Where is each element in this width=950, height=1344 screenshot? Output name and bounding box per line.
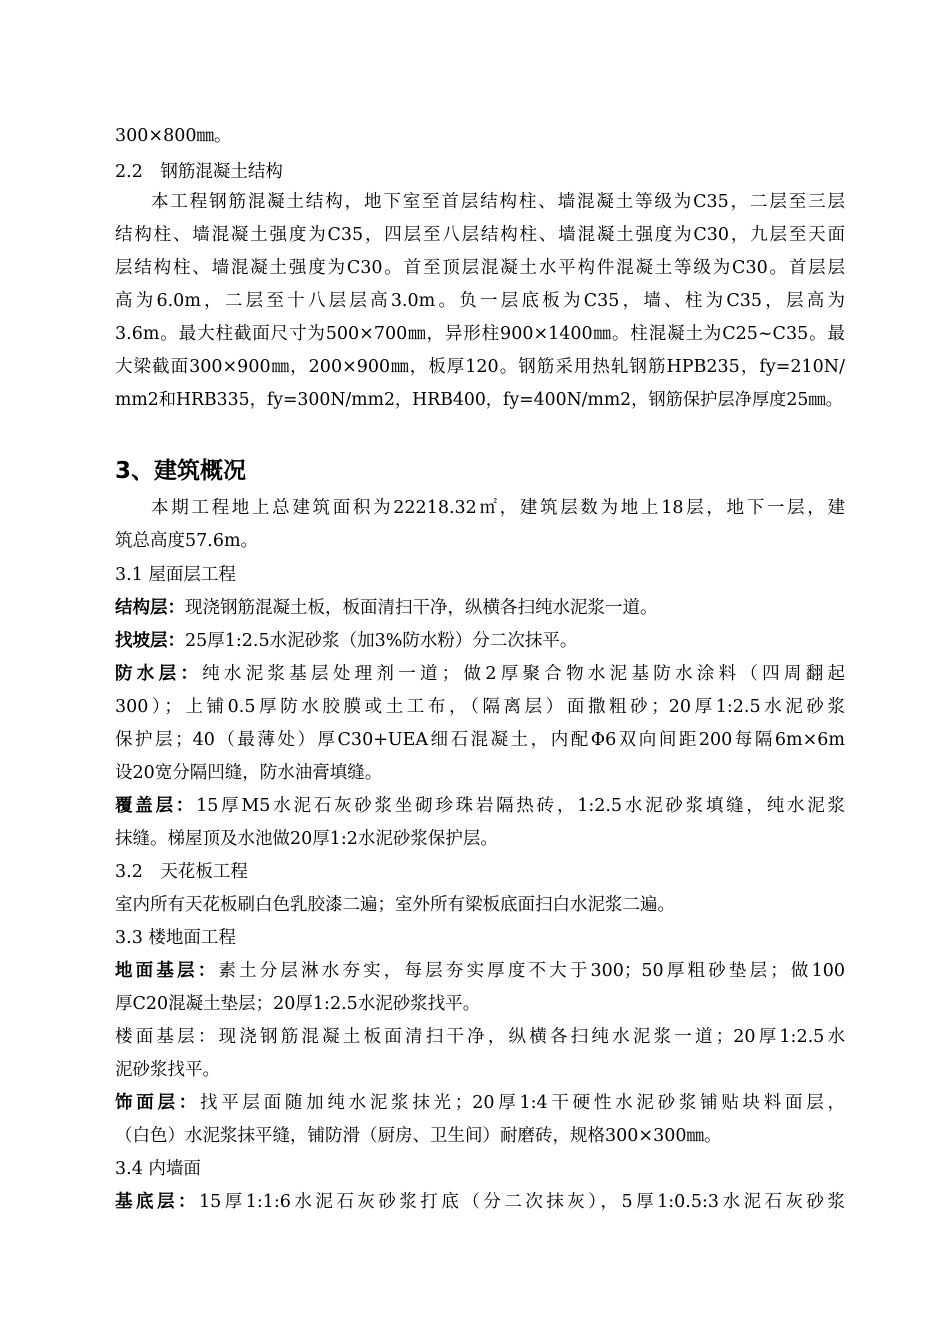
- text-line: 层结构柱、墙混凝土强度为C30。首至顶层混凝土水平构件混凝土等级为C30。首层层: [115, 258, 845, 278]
- text-line: 泥砂浆找平。: [115, 1060, 220, 1080]
- item-text: 找平层面随加纯水泥浆抹光；20厚1:4干硬性水泥砂浆铺贴块料面层，: [199, 1093, 846, 1113]
- text-line: [115, 959, 845, 983]
- section-heading: 3.2 天花板工程: [115, 862, 248, 882]
- text-line: [115, 662, 845, 686]
- section-heading: 3.4 内墙面: [115, 1159, 201, 1179]
- text-line: [115, 629, 845, 653]
- text-line: 本期工程地上总建筑面积为22218.32㎡，建筑层数为地上18层，地下一层，建: [151, 498, 845, 518]
- chapter-heading: 3、建筑概况: [115, 458, 247, 484]
- text-line: [115, 1190, 845, 1214]
- item-label: 饰面层：: [115, 1093, 200, 1113]
- text-line: [115, 596, 845, 620]
- item-label: 防水层：: [115, 664, 203, 684]
- item-label: 地面基层：: [115, 961, 219, 981]
- text-line: （白色）水泥浆抹平缝，铺防滑（厨房、卫生间）耐磨砖，规格300×300㎜。: [115, 1126, 722, 1146]
- item-text: 纯水泥浆基层处理剂一道；做2厚聚合物水泥基防水涂料（四周翻起: [202, 664, 845, 684]
- text-line: [115, 794, 845, 818]
- section-heading: 2.2 钢筋混凝土结构: [115, 162, 283, 182]
- text-line: [115, 1091, 845, 1115]
- item-label: 找坡层：: [115, 631, 185, 651]
- text-line: 设20宽分隔凹缝，防水油膏填缝。: [115, 763, 383, 783]
- text-line: 筑总高度57.6m。: [115, 531, 259, 551]
- text-line: 本工程钢筋混凝土结构，地下室至首层结构柱、墙混凝土等级为C35，二层至三层: [151, 192, 845, 212]
- item-label: 覆盖层：: [115, 796, 197, 816]
- text-line: 300×800㎜。: [115, 126, 232, 146]
- text-line: 厚C20混凝土垫层；20厚1:2.5水泥砂浆找平。: [115, 994, 481, 1014]
- section-heading: 3.3 楼地面工程: [115, 928, 236, 948]
- text-line: 高为6.0m，二层至十八层层高3.0m。负一层底板为C35，墙、柱为C35，层高为: [115, 291, 845, 311]
- text-line: 抹缝。梯屋顶及水池做20厚1:2水泥砂浆保护层。: [115, 829, 498, 849]
- text-line: 300）；上铺0.5厚防水胶膜或土工布，（隔离层）面撒粗砂；20厚1:2.5水泥砂浆: [115, 697, 845, 717]
- text-line: 结构柱、墙混凝土强度为C35，四层至八层结构柱、墙混凝土强度为C30，九层至天面: [115, 225, 845, 245]
- item-label: 结构层：: [115, 598, 185, 618]
- section-heading: 3.1 屋面层工程: [115, 565, 236, 585]
- item-text: 15厚M5水泥石灰砂浆坐砌珍珠岩隔热砖，1:2.5水泥砂浆填缝，纯水泥浆: [196, 796, 846, 816]
- text-line: 大梁截面300×900㎜，200×900㎜，板厚120。钢筋采用热轧钢筋HPB235，fy=210N/: [115, 357, 845, 377]
- item-text: 15厚1:1:6水泥石灰砂浆打底（分二次抹灰），5厚1:0.5:3水泥石灰砂浆: [198, 1192, 845, 1212]
- text-line: 3.6m。最大柱截面尺寸为500×700㎜，异形柱900×1400㎜。柱混凝土为C25~C35。最: [115, 324, 845, 344]
- text-line: 室内所有天花板刷白色乳胶漆二遍；室外所有梁板底面扫白水泥浆二遍。: [115, 895, 675, 915]
- item-text: 现浇钢筋混凝土板，板面清扫干净，纵横各扫纯水泥浆一道。: [185, 598, 658, 618]
- item-text: 25厚1:2.5水泥砂浆（加3%防水粉）分二次抹平。: [185, 631, 578, 651]
- text-line: 保护层；40（最薄处）厚C30+UEA细石混凝土，内配Φ6双向间距200每隔6m×6m: [115, 730, 845, 750]
- text-line: mm2和HRB335，fy=300N/mm2，HRB400，fy=400N/mm2，钢筋保护层净厚度25㎜。: [115, 390, 843, 410]
- item-text: 素土分层淋水夯实，每层夯实厚度不大于300；50厚粗砂垫层；做100: [218, 961, 845, 981]
- item-label: 基底层：: [115, 1192, 199, 1212]
- text-line: 楼面基层：现浇钢筋混凝土板面清扫干净，纵横各扫纯水泥浆一道；20厚1:2.5水: [115, 1027, 845, 1047]
